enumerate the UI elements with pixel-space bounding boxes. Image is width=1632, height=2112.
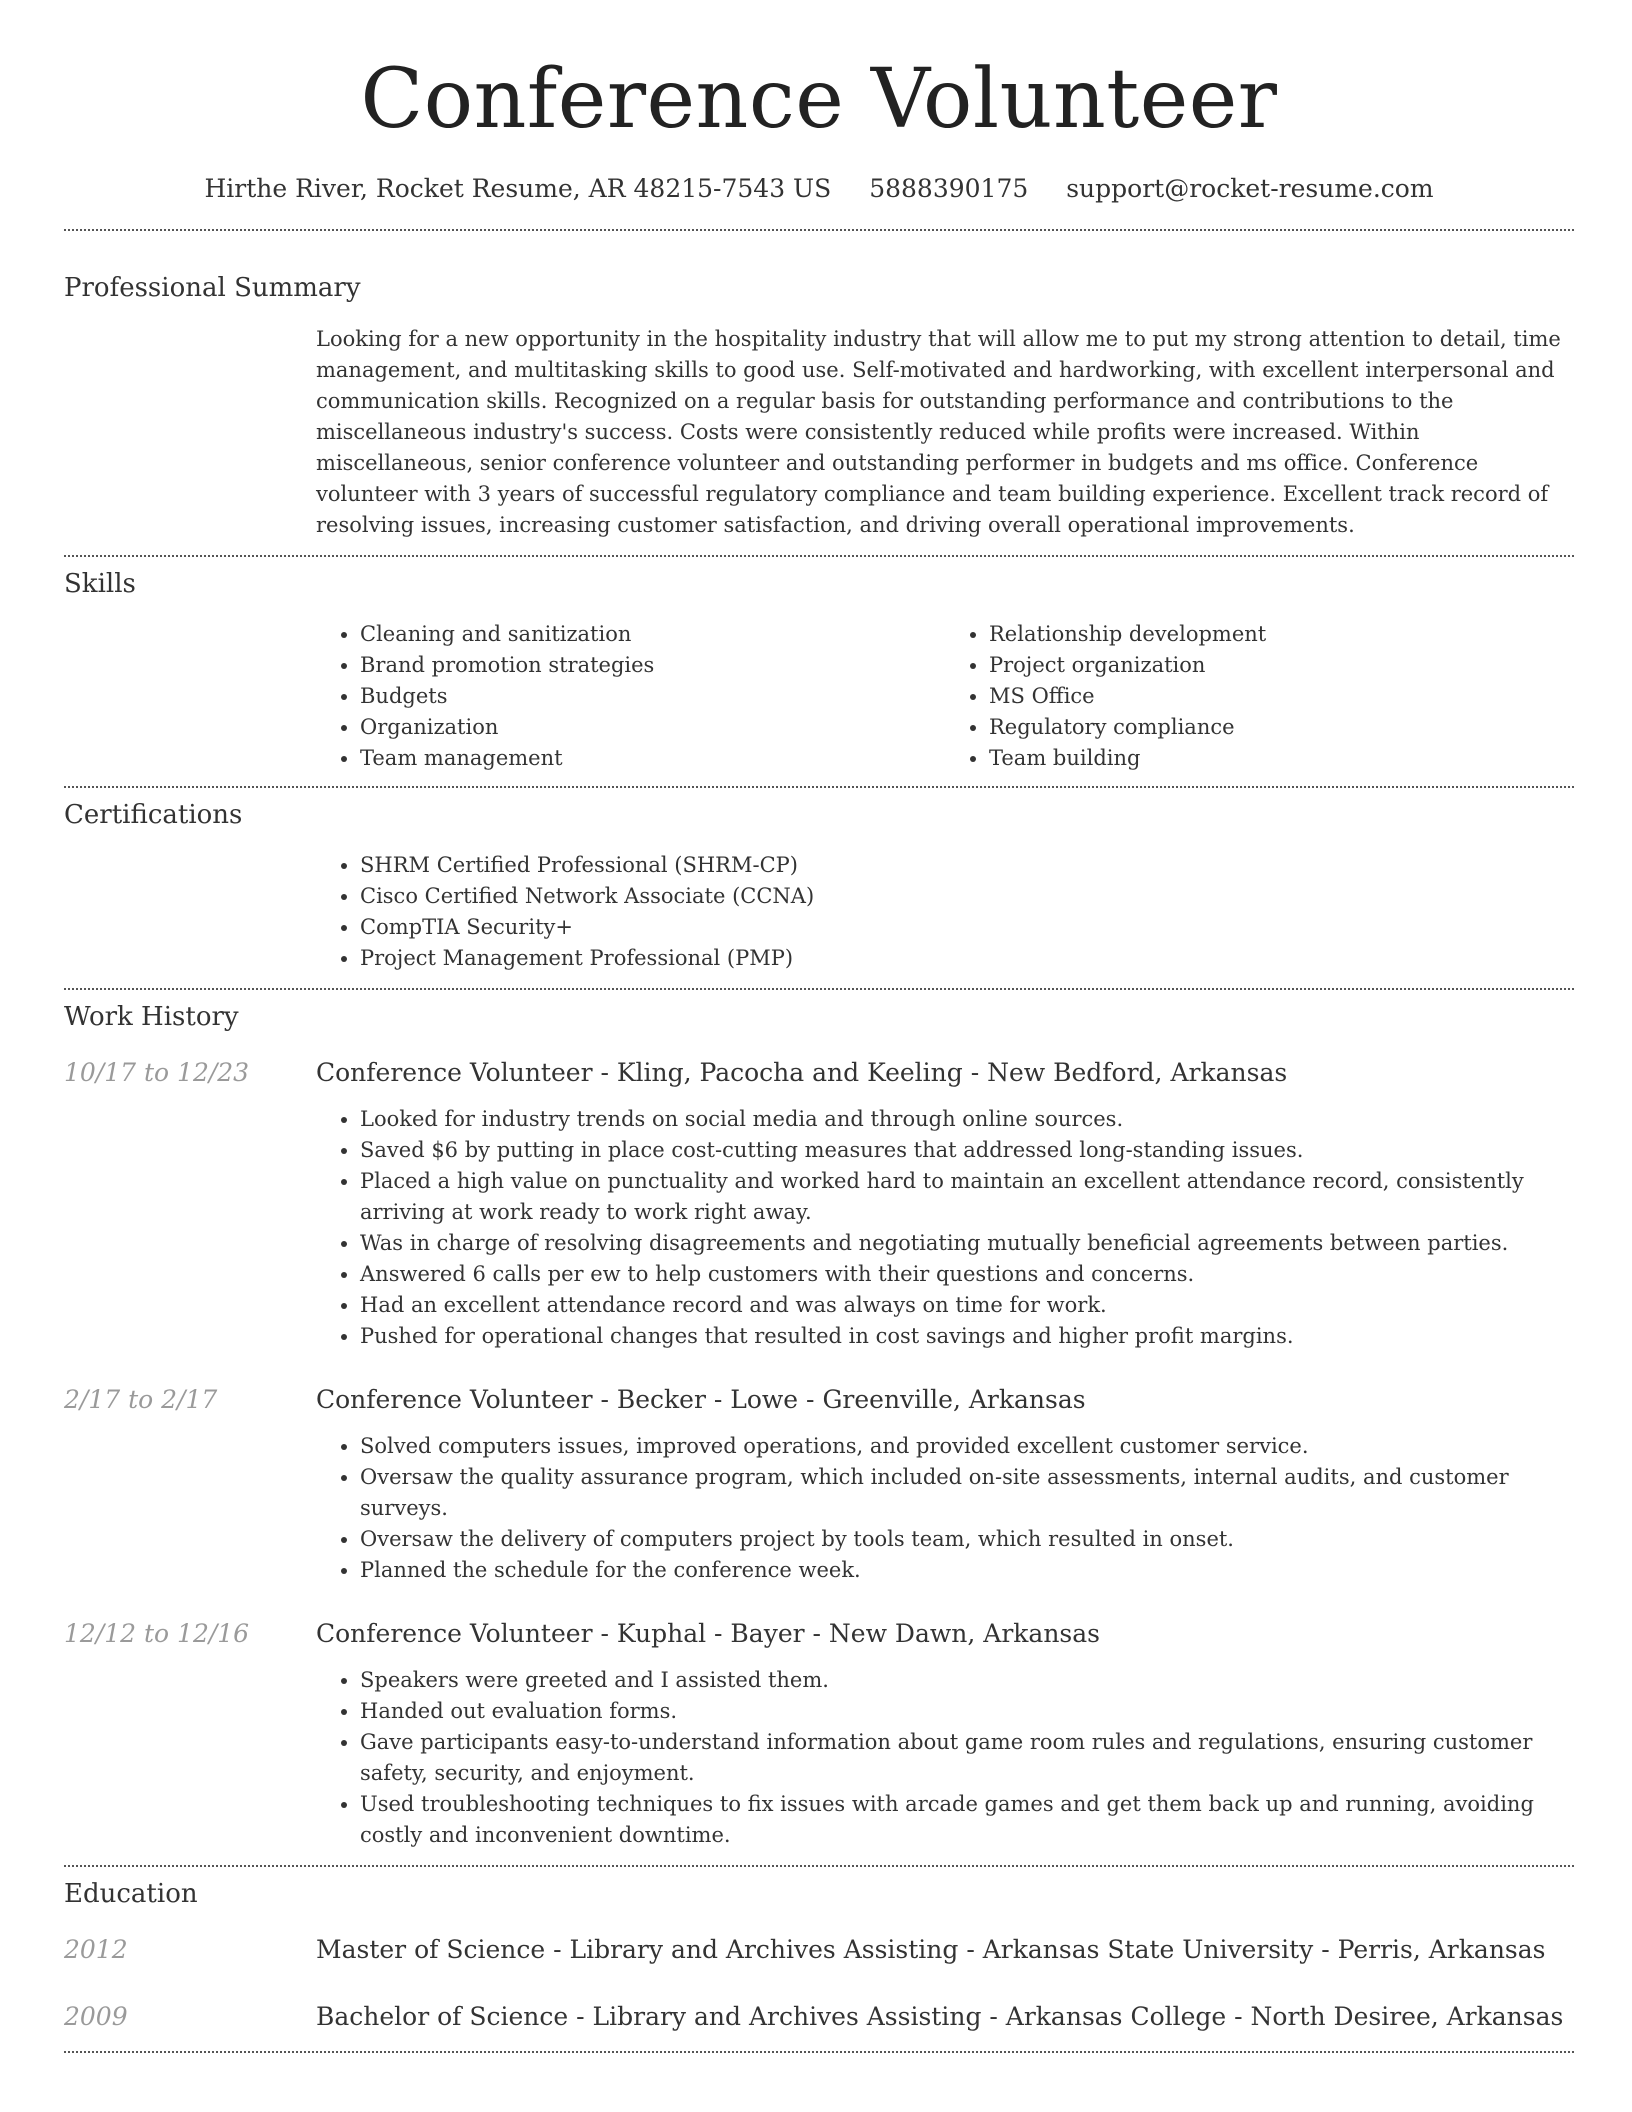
education-heading: Education — [64, 1879, 198, 1909]
certification-item: • CompTIA Security+ — [360, 912, 1574, 943]
job-bullet: • Had an excellent attendance record and was always on time for work. — [360, 1290, 1574, 1321]
job-date: 12/12 to 12/16 — [64, 1619, 250, 1648]
job-date: 2/17 to 2/17 — [64, 1385, 218, 1414]
education-year: 2009 — [64, 2002, 128, 2031]
section-divider — [64, 2051, 1574, 2053]
skill-item: • Team building — [989, 743, 1574, 774]
summary-heading: Professional Summary — [64, 273, 361, 303]
contact-line — [64, 172, 1574, 206]
skill-item: • Organization — [360, 712, 945, 743]
certification-item: • Cisco Certified Network Associate (CCNA) — [360, 881, 1574, 912]
job-bullet: • Gave participants easy-to-understand information about game room rules and regulations, ensuring customer safety, security, and enjoyment. — [360, 1727, 1574, 1789]
education-year: 2012 — [64, 1935, 128, 1964]
job-date: 10/17 to 12/23 — [64, 1058, 250, 1087]
job-title: Conference Volunteer - Becker - Lowe - Greenville, Arkansas — [316, 1385, 1086, 1414]
job-bullet: • Handed out evaluation forms. — [360, 1696, 1574, 1727]
job-bullet: • Looked for industry trends on social media and through online sources. — [360, 1104, 1574, 1135]
skill-item: • Team management — [360, 743, 945, 774]
skills-section — [64, 557, 1574, 774]
skill-item: • Budgets — [360, 681, 945, 712]
work-history-heading: Work History — [64, 1002, 239, 1032]
job-entry — [64, 1383, 1574, 1586]
job-bullet: • Solved computers issues, improved operations, and provided excellent customer service. — [360, 1431, 1574, 1462]
job-entry — [64, 1056, 1574, 1352]
job-bullets — [316, 1104, 1574, 1352]
job-bullet: • Oversaw the delivery of computers project by tools team, which resulted in onset. — [360, 1524, 1574, 1555]
contact-phone: 5888390175 — [869, 174, 1029, 203]
job-entry — [64, 1617, 1574, 1851]
skill-item: • Regulatory compliance — [989, 712, 1574, 743]
certification-item: • SHRM Certified Professional (SHRM-CP) — [360, 850, 1574, 881]
job-bullets — [316, 1665, 1574, 1851]
job-bullet: • Pushed for operational changes that resulted in cost savings and higher profit margins. — [360, 1321, 1574, 1352]
summary-text: Looking for a new opportunity in the hospitality industry that will allow me to put my strong attention to detail, time management, and multitasking skills to good use. Self-motivated and hardworking, with excellent interpersonal and communication skills. Recognized on a regular basis for outstanding performance and contributions to the miscellaneous industry's success. Costs were consistently reduced while profits were increased. Within miscellaneous, senior conference volunteer and outstanding performer in budgets and ms office. Conference volunteer with 3 years of successful regulatory compliance and team building experience. Excellent track record of resolving issues, increasing customer satisfaction, and driving overall operational improvements. — [316, 327, 1561, 537]
skill-item: • Project organization — [989, 650, 1574, 681]
skills-heading: Skills — [64, 569, 136, 599]
skill-item: • Relationship development — [989, 619, 1574, 650]
job-bullet: • Placed a high value on punctuality and worked hard to maintain an excellent attendance record, consistently arriving at work ready to work right away. — [360, 1166, 1574, 1228]
work-history-section — [64, 990, 1574, 1851]
job-bullet: • Speakers were greeted and I assisted them. — [360, 1665, 1574, 1696]
education-entry — [64, 2000, 1574, 2034]
job-bullet: • Saved $6 by putting in place cost-cutting measures that addressed long-standing issues. — [360, 1135, 1574, 1166]
job-bullet: • Used troubleshooting techniques to fix issues with arcade games and get them back up and running, avoiding costly and inconvenient downtime. — [360, 1789, 1574, 1851]
job-bullet: • Answered 6 calls per ew to help customers with their questions and concerns. — [360, 1259, 1574, 1290]
certification-item: • Project Management Professional (PMP) — [360, 943, 1574, 974]
job-bullet: • Planned the schedule for the conference week. — [360, 1555, 1574, 1586]
contact-address: Hirthe River, Rocket Resume, AR 48215-7543 US — [204, 174, 832, 203]
education-entry — [64, 1933, 1574, 1967]
education-section — [64, 1867, 1574, 2034]
job-bullet: • Oversaw the quality assurance program, which included on-site assessments, internal audits, and customer surveys. — [360, 1462, 1574, 1524]
skill-item: • Brand promotion strategies — [360, 650, 945, 681]
certifications-list — [316, 850, 1574, 974]
skill-item: • Cleaning and sanitization — [360, 619, 945, 650]
job-bullets — [316, 1431, 1574, 1586]
resume-page — [64, 0, 1574, 2053]
contact-email: support@rocket-resume.com — [1066, 174, 1434, 203]
job-title: Conference Volunteer - Kling, Pacocha and Keeling - New Bedford, Arkansas — [316, 1058, 1288, 1087]
skill-item: • MS Office — [989, 681, 1574, 712]
summary-section — [64, 231, 1574, 541]
certifications-section — [64, 788, 1574, 974]
job-title: Conference Volunteer - Kuphal - Bayer - New Dawn, Arkansas — [316, 1619, 1100, 1648]
resume-name: Conference Volunteer — [360, 52, 1278, 147]
certifications-heading: Certifications — [64, 800, 243, 830]
job-bullet: • Was in charge of resolving disagreements and negotiating mutually beneficial agreements between parties. — [360, 1228, 1574, 1259]
skills-list-left — [316, 619, 945, 774]
education-title: Bachelor of Science - Library and Archives Assisting - Arkansas College - North Desiree, Arkansas — [316, 2002, 1564, 2031]
skills-list-right — [945, 619, 1574, 774]
education-title: Master of Science - Library and Archives Assisting - Arkansas State University - Perris, Arkansas — [316, 1935, 1546, 1964]
